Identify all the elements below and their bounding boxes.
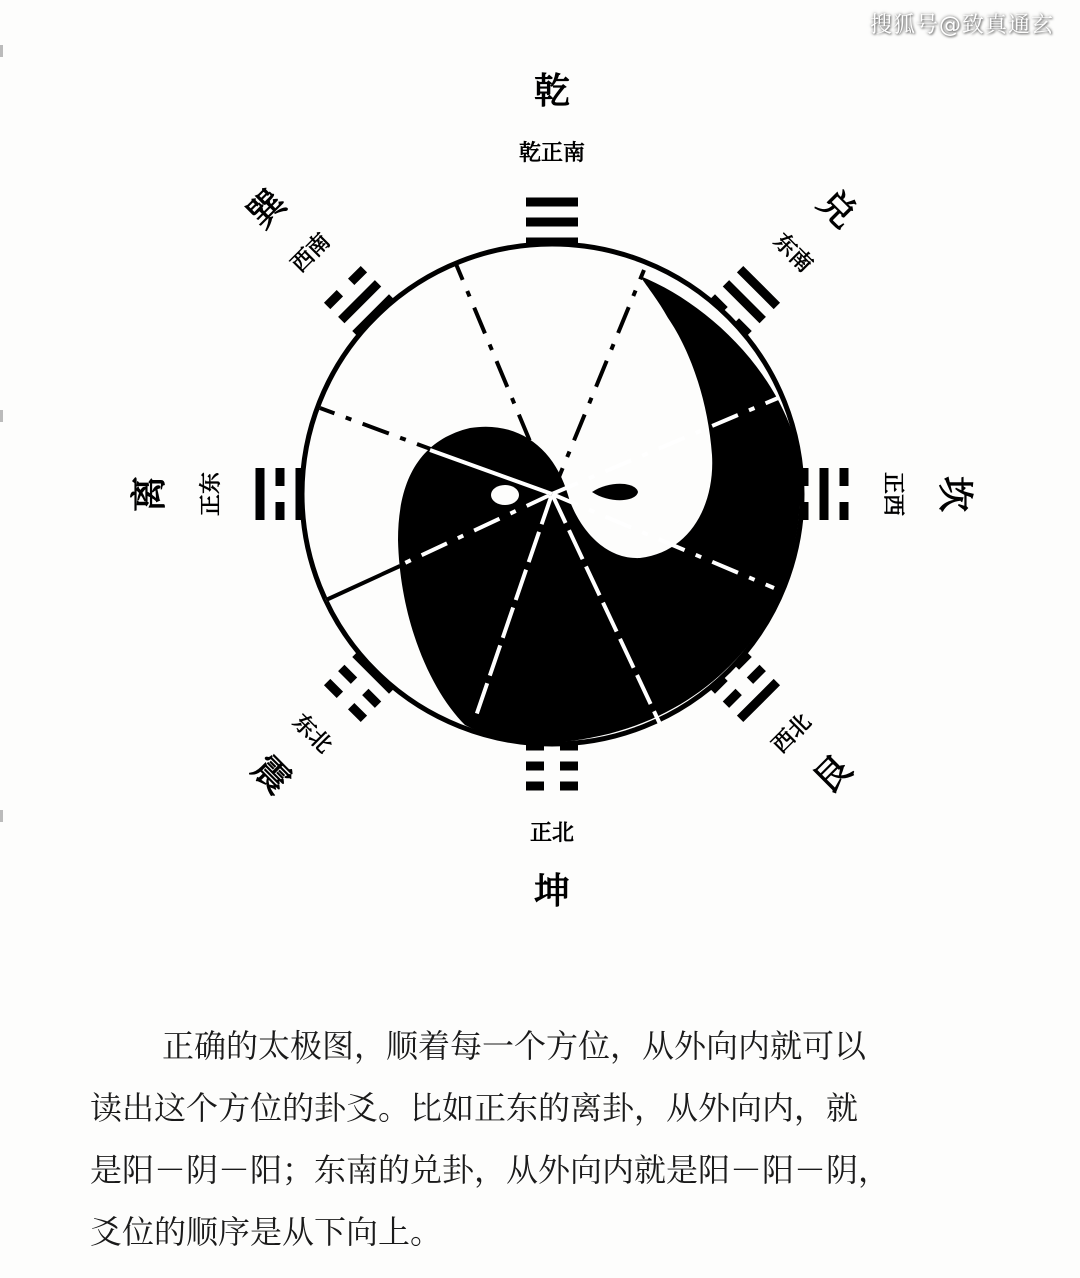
trigram-离 bbox=[128, 468, 300, 520]
edge-mark bbox=[0, 410, 3, 422]
trigram-name-label: 坤 bbox=[533, 870, 571, 912]
caption-line-3: 是阳－阴－阳；东南的兑卦，从外向内就是阳－阳－阴， bbox=[90, 1151, 891, 1189]
yin-line-segment bbox=[327, 682, 340, 695]
trigram-direction-label: 正西 bbox=[880, 471, 906, 517]
yang-line bbox=[740, 682, 777, 719]
trigram-direction-label: 东南 bbox=[768, 228, 818, 278]
yin-line-segment bbox=[351, 706, 364, 719]
trigram-name-label: 震 bbox=[243, 747, 299, 803]
edge-mark bbox=[0, 45, 3, 57]
trigram-坎 bbox=[804, 468, 976, 520]
trigram-direction-label: 东北 bbox=[287, 708, 338, 759]
yin-line-segment bbox=[726, 692, 739, 705]
trigram-震 bbox=[244, 654, 392, 802]
trigram-坤 bbox=[526, 746, 578, 912]
trigram-name-label: 离 bbox=[128, 475, 170, 513]
trigram-兑 bbox=[712, 181, 865, 334]
trigram-direction-label: 西南 bbox=[286, 228, 336, 278]
caption bbox=[90, 1015, 1040, 1263]
yin-line-segment bbox=[351, 269, 364, 282]
watermark: 搜狐号@致真通玄 bbox=[869, 13, 1054, 38]
yin-line-segment bbox=[327, 293, 340, 306]
yang-eye bbox=[491, 485, 519, 505]
trigram-direction-label: 正北 bbox=[529, 820, 575, 846]
trigram-乾 bbox=[519, 70, 585, 242]
yin-line-segment bbox=[750, 668, 763, 681]
yin-line-segment bbox=[365, 692, 378, 705]
trigram-name-label: 巽 bbox=[239, 181, 295, 237]
trigram-direction-label: 西北 bbox=[766, 708, 817, 759]
trigram-name-label: 艮 bbox=[805, 747, 861, 803]
trigram-巽 bbox=[239, 181, 392, 334]
trigram-direction-label: 乾正南 bbox=[518, 140, 586, 166]
trigram-name-label: 兑 bbox=[809, 181, 865, 237]
yin-line-segment bbox=[341, 668, 354, 681]
trigram-name-label: 坎 bbox=[934, 475, 976, 513]
trigram-direction-label: 正东 bbox=[198, 471, 224, 517]
trigram-艮 bbox=[712, 654, 860, 802]
caption-line-1: 正确的太极图，顺着每一个方位，从外向内就可以 bbox=[162, 1027, 867, 1065]
edge-mark bbox=[0, 810, 3, 822]
caption-line-4: 爻位的顺序是从下向上。 bbox=[90, 1213, 443, 1251]
trigram-name-label: 乾 bbox=[533, 70, 571, 112]
caption-line-2: 读出这个方位的卦爻。比如正东的离卦，从外向内，就 bbox=[90, 1089, 859, 1127]
